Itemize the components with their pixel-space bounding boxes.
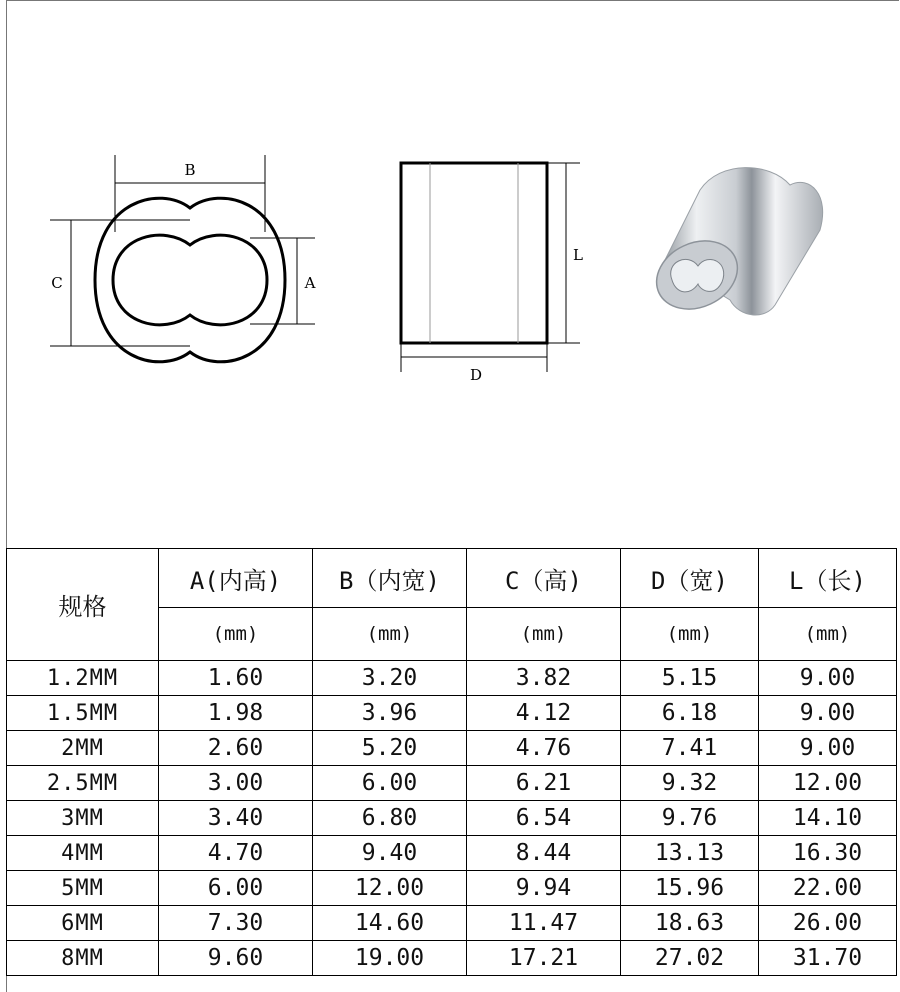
- unit-A: (mm): [159, 608, 313, 661]
- cell-b-inner-width: 6.00: [313, 766, 467, 801]
- cell-a-inner-height: 7.30: [159, 906, 313, 941]
- label-L: L: [573, 246, 583, 264]
- cell-b-inner-width: 19.00: [313, 941, 467, 976]
- cell-d-width: 7.41: [621, 731, 759, 766]
- unit-C: (mm): [467, 608, 621, 661]
- table-header-row: [7, 549, 897, 608]
- table-row: [7, 766, 897, 801]
- cell-spec: 1.5MM: [7, 696, 159, 731]
- cell-a-inner-height: 3.00: [159, 766, 313, 801]
- cell-l-length: 12.00: [759, 766, 897, 801]
- header-L: L（长): [759, 549, 897, 608]
- cell-d-width: 9.32: [621, 766, 759, 801]
- cell-a-inner-height: 3.40: [159, 801, 313, 836]
- side-view-rectangle: [401, 163, 580, 372]
- cell-l-length: 26.00: [759, 906, 897, 941]
- table-row: [7, 731, 897, 766]
- cell-a-inner-height: 4.70: [159, 836, 313, 871]
- cell-a-inner-height: 9.60: [159, 941, 313, 976]
- table-row: [7, 661, 897, 696]
- header-C: C（高): [467, 549, 621, 608]
- cell-l-length: 22.00: [759, 871, 897, 906]
- cell-b-inner-width: 6.80: [313, 801, 467, 836]
- cell-c-height: 4.12: [467, 696, 621, 731]
- cell-d-width: 6.18: [621, 696, 759, 731]
- cell-d-width: 13.13: [621, 836, 759, 871]
- cell-b-inner-width: 9.40: [313, 836, 467, 871]
- header-D: D（宽): [621, 549, 759, 608]
- label-B: B: [184, 161, 196, 179]
- cell-l-length: 14.10: [759, 801, 897, 836]
- cell-a-inner-height: 2.60: [159, 731, 313, 766]
- cell-spec: 2.5MM: [7, 766, 159, 801]
- cell-spec: 6MM: [7, 906, 159, 941]
- table-row: [7, 836, 897, 871]
- cell-l-length: 9.00: [759, 731, 897, 766]
- cell-d-width: 15.96: [621, 871, 759, 906]
- unit-D: (mm): [621, 608, 759, 661]
- header-B: B（内宽): [313, 549, 467, 608]
- table-row: [7, 906, 897, 941]
- label-C: C: [51, 274, 63, 292]
- table-body: [7, 661, 897, 976]
- cell-c-height: 8.44: [467, 836, 621, 871]
- cell-spec: 3MM: [7, 801, 159, 836]
- cell-spec: 4MM: [7, 836, 159, 871]
- cell-b-inner-width: 12.00: [313, 871, 467, 906]
- cell-d-width: 9.76: [621, 801, 759, 836]
- label-A: A: [304, 274, 316, 292]
- table-row: [7, 871, 897, 906]
- cell-c-height: 3.82: [467, 661, 621, 696]
- cell-spec: 1.2MM: [7, 661, 159, 696]
- cell-c-height: 4.76: [467, 731, 621, 766]
- cell-l-length: 16.30: [759, 836, 897, 871]
- cell-c-height: 17.21: [467, 941, 621, 976]
- table-row: [7, 696, 897, 731]
- table-row: [7, 801, 897, 836]
- cell-l-length: 31.70: [759, 941, 897, 976]
- unit-L: (mm): [759, 608, 897, 661]
- sleeve-product-illustration: [645, 168, 822, 322]
- cell-d-width: 27.02: [621, 941, 759, 976]
- cell-l-length: 9.00: [759, 696, 897, 731]
- cell-d-width: 18.63: [621, 906, 759, 941]
- cell-c-height: 6.21: [467, 766, 621, 801]
- cell-b-inner-width: 14.60: [313, 906, 467, 941]
- cell-l-length: 9.00: [759, 661, 897, 696]
- cell-spec: 8MM: [7, 941, 159, 976]
- unit-B: (mm): [313, 608, 467, 661]
- specification-table: [6, 548, 897, 976]
- front-view-figure8: [50, 155, 315, 362]
- cell-spec: 5MM: [7, 871, 159, 906]
- cell-b-inner-width: 3.96: [313, 696, 467, 731]
- cell-a-inner-height: 1.60: [159, 661, 313, 696]
- cell-a-inner-height: 6.00: [159, 871, 313, 906]
- label-D: D: [469, 366, 483, 384]
- cell-b-inner-width: 3.20: [313, 661, 467, 696]
- spec-header-cell: 规格: [7, 549, 159, 661]
- header-A: A(内高): [159, 549, 313, 608]
- cell-b-inner-width: 5.20: [313, 731, 467, 766]
- cell-d-width: 5.15: [621, 661, 759, 696]
- cell-c-height: 11.47: [467, 906, 621, 941]
- cell-a-inner-height: 1.98: [159, 696, 313, 731]
- cell-c-height: 6.54: [467, 801, 621, 836]
- table-row: [7, 941, 897, 976]
- cell-c-height: 9.94: [467, 871, 621, 906]
- cell-spec: 2MM: [7, 731, 159, 766]
